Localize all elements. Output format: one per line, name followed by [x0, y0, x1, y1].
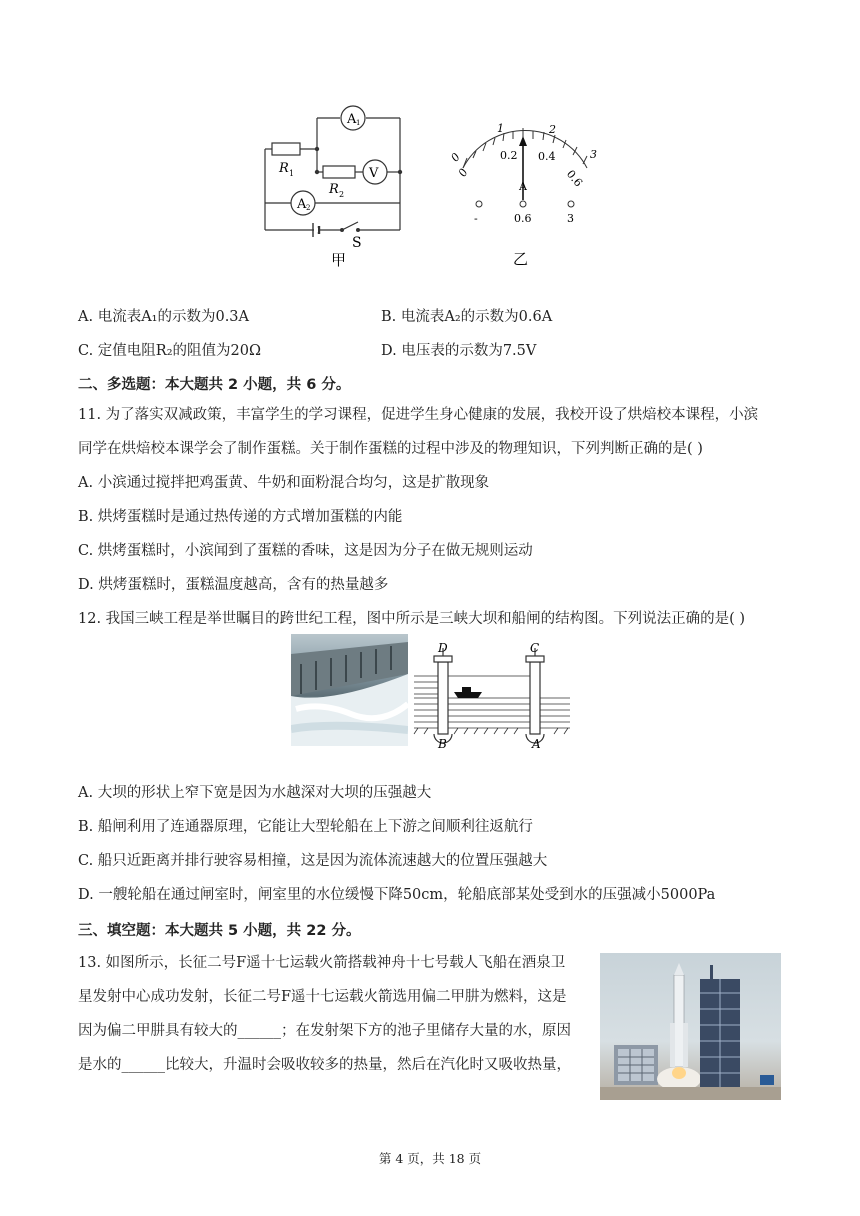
svg-text:A: A [347, 112, 357, 127]
q13-line4: 是水的______比较大，升温时会吸收较多的热量，然后在汽化时又吸收热量， [78, 1057, 571, 1073]
svg-text:R: R [279, 161, 289, 176]
section-3-heading: 三、填空题：本大题共 5 小题，共 22 分。 [78, 923, 361, 939]
svg-text:S: S [352, 235, 362, 251]
q13-line2: 星发射中心成功发射，长征二号F遥十七运载火箭选用偏二甲肼为燃料，这是 [78, 989, 567, 1005]
tick-0: 0 [448, 150, 463, 165]
q12-option-b[interactable]: B. 船闸利用了连通器原理，它能让大型轮船在上下游之间顺利往返航行 [78, 819, 533, 835]
svg-text:2: 2 [306, 204, 311, 212]
svg-text:A: A [297, 197, 307, 212]
label-c: C [530, 641, 540, 655]
q11-option-c[interactable]: C. 烘烤蛋糕时，小滨闻到了蛋糕的香味，这是因为分子在做无规则运动 [78, 543, 533, 559]
svg-text:1: 1 [356, 119, 361, 127]
q11-stem-line2: 同学在烘焙校本课学会了制作蛋糕。关于制作蛋糕的过程中涉及的物理知识，下列判断正确的是( ) [78, 441, 703, 457]
svg-text:甲: 甲 [331, 251, 347, 269]
needle-label: A [519, 180, 527, 193]
q10-option-a[interactable]: A. 电流表A₁的示数为0.3A [78, 309, 250, 325]
circuit-diagram [255, 100, 415, 270]
tick-0.6: 0.6 [563, 167, 585, 190]
q11-stem-line1: 11. 为了落实双减政策，丰富学生的学习课程，促进学生身心健康的发展，我校开设了烘焙校本课程，小滨 [78, 407, 759, 423]
q11-option-d[interactable]: D. 烘烤蛋糕时，蛋糕温度越高，含有的热量越多 [78, 577, 389, 593]
terminal-neg: - [474, 212, 478, 225]
svg-text:2: 2 [339, 190, 345, 199]
svg-text:0: 0 [455, 166, 471, 179]
tick-3: 3 [590, 148, 597, 161]
svg-text:V: V [369, 166, 379, 181]
section-2-heading: 二、多选题：本大题共 2 小题，共 6 分。 [78, 377, 351, 393]
svg-text:R: R [329, 182, 339, 197]
q10-option-b[interactable]: B. 电流表A₂的示数为0.6A [381, 309, 553, 325]
label-d: D [438, 641, 448, 655]
terminal-0.6: 0.6 [514, 212, 532, 225]
tick-2: 2 [549, 123, 556, 136]
terminal-3: 3 [567, 212, 574, 225]
q10-option-d[interactable]: D. 电压表的示数为7.5V [381, 343, 537, 359]
label-b: B [438, 737, 447, 751]
meter-caption: 乙 [513, 250, 529, 268]
page-footer: 第 4 页，共 18 页 [378, 1151, 482, 1166]
q12-option-c[interactable]: C. 船只近距离并排行驶容易相撞，这是因为流体流速越大的位置压强越大 [78, 853, 548, 869]
dam-photo [291, 634, 408, 746]
ammeter-dial [445, 118, 610, 273]
q12-option-a[interactable]: A. 大坝的形状上窄下宽是因为水越深对大坝的压强越大 [78, 785, 432, 801]
rocket-photo [600, 953, 781, 1100]
q10-option-c[interactable]: C. 定值电阻R₂的阻值为20Ω [78, 343, 261, 359]
q12-stem: 12. 我国三峡工程是举世瞩目的跨世纪工程，图中所示是三峡大坝和船闸的结构图。下列说法正确的是( ) [78, 611, 746, 627]
q11-option-b[interactable]: B. 烘烤蛋糕时是通过热传递的方式增加蛋糕的内能 [78, 509, 403, 525]
tick-1: 1 [497, 122, 504, 135]
tick-0.4: 0.4 [538, 150, 556, 163]
svg-text:1: 1 [289, 169, 295, 178]
label-a: A [532, 737, 541, 751]
ship-lock-diagram [412, 640, 572, 752]
q13-line3: 因为偏二甲肼具有较大的______；在发射架下方的池子里储存大量的水，原因 [78, 1023, 571, 1039]
q11-option-a[interactable]: A. 小滨通过搅拌把鸡蛋黄、牛奶和面粉混合均匀，这是扩散现象 [78, 475, 490, 491]
q13-line1: 13. 如图所示，长征二号F遥十七运载火箭搭载神舟十七号载人飞船在酒泉卫 [78, 955, 566, 971]
q12-option-d[interactable]: D. 一艘轮船在通过闸室时，闸室里的水位缓慢下降50cm，轮船底部某处受到水的压强减小5000Pa [78, 887, 716, 903]
tick-0.2: 0.2 [500, 149, 518, 162]
